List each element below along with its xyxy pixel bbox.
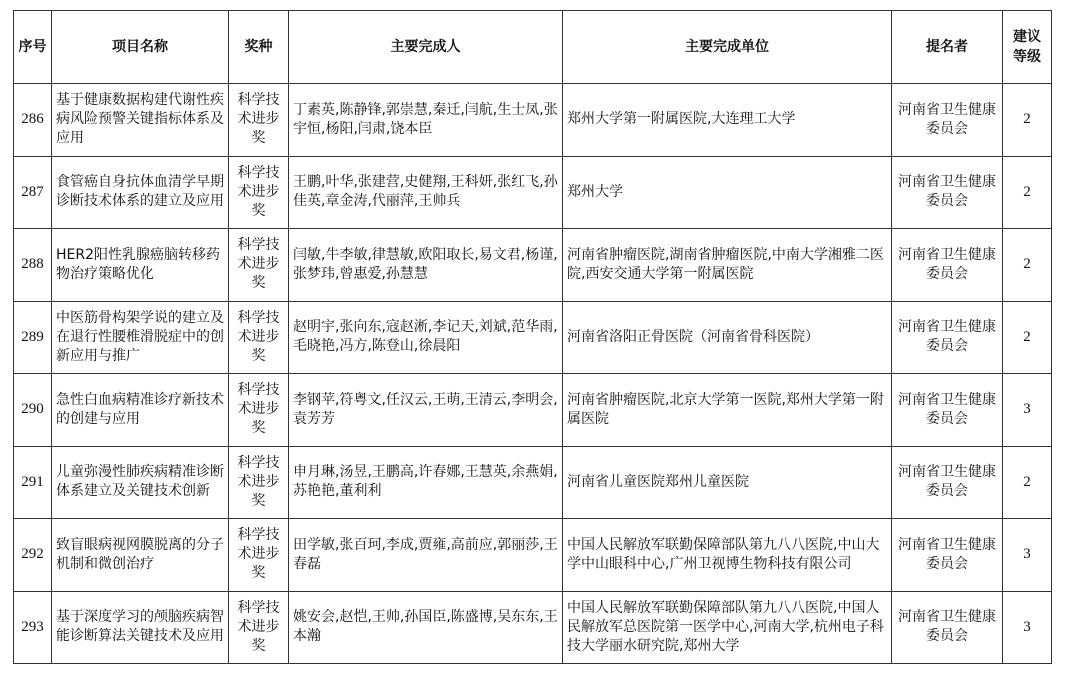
nominator: 河南省卫生健康委员会 [892,301,1003,374]
suggested-grade: 2 [1003,301,1052,374]
table-row [14,84,1052,157]
nominator: 河南省卫生健康委员会 [892,229,1003,302]
main-contributors: 王鹏,叶华,张建营,史健翔,王科妍,张红飞,孙佳英,章金涛,代丽萍,王帅兵 [289,156,563,229]
header-name: 项目名称 [52,11,229,84]
nominator: 河南省卫生健康委员会 [892,84,1003,157]
suggested-grade: 3 [1003,519,1052,592]
main-units: 河南省肿瘤医院,湖南省肿瘤医院,中南大学湘雅二医院,西安交通大学第一附属医院 [563,229,892,302]
row-number: 292 [14,519,52,592]
main-units: 河南省肿瘤医院,北京大学第一医院,郑州大学第一附属医院 [563,374,892,447]
table-row [14,156,1052,229]
row-number: 289 [14,301,52,374]
suggested-grade: 3 [1003,591,1052,664]
row-number: 286 [14,84,52,157]
main-units: 河南省儿童医院郑州儿童医院 [563,446,892,519]
project-name: 食管癌自身抗体血清学早期诊断技术体系的建立及应用 [52,156,229,229]
header-grade: 建议 等级 [1003,11,1052,84]
project-name: 儿童弥漫性肺疾病精准诊断体系建立及关键技术创新 [52,446,229,519]
header-people: 主要完成人 [289,11,563,84]
award-type: 科学技术进步奖 [229,446,289,519]
project-name: 致盲眼病视网膜脱离的分子机制和微创治疗 [52,519,229,592]
header-no: 序号 [14,11,52,84]
nominator: 河南省卫生健康委员会 [892,591,1003,664]
header-nominator: 提名者 [892,11,1003,84]
award-type: 科学技术进步奖 [229,229,289,302]
main-contributors: 李钢苹,符粤文,任汉云,王萌,王清云,李明会,袁芳芳 [289,374,563,447]
main-contributors: 姚安会,赵恺,王帅,孙国臣,陈盛博,吴东东,王本瀚 [289,591,563,664]
table-body [14,84,1052,664]
header-type: 奖种 [229,11,289,84]
award-type: 科学技术进步奖 [229,591,289,664]
award-type: 科学技术进步奖 [229,519,289,592]
nominator: 河南省卫生健康委员会 [892,446,1003,519]
project-name: 急性白血病精准诊疗新技术的创建与应用 [52,374,229,447]
main-contributors: 闫敏,牛李敏,律慧敏,欧阳取长,易文君,杨谨,张梦玮,曾惠爱,孙慧慧 [289,229,563,302]
table-row [14,591,1052,664]
main-contributors: 申月琳,汤昱,王鹏高,许春娜,王慧英,余燕娟,苏艳艳,董利利 [289,446,563,519]
award-type: 科学技术进步奖 [229,84,289,157]
table-row [14,519,1052,592]
table-row [14,301,1052,374]
nominator: 河南省卫生健康委员会 [892,156,1003,229]
row-number: 290 [14,374,52,447]
award-type: 科学技术进步奖 [229,301,289,374]
main-contributors: 田学敏,张百珂,李成,贾雍,高前应,郭丽莎,王春磊 [289,519,563,592]
table-row [14,446,1052,519]
main-units: 中国人民解放军联勤保障部队第九八八医院,中山大学中山眼科中心,广州卫视博生物科技有限公司 [563,519,892,592]
row-number: 288 [14,229,52,302]
project-name: 基于健康数据构建代谢性疾病风险预警关键指标体系及应用 [52,84,229,157]
award-type: 科学技术进步奖 [229,156,289,229]
main-units: 郑州大学 [563,156,892,229]
award-type: 科学技术进步奖 [229,374,289,447]
suggested-grade: 3 [1003,374,1052,447]
header-row [14,11,1052,84]
main-contributors: 丁素英,陈静锋,郭崇慧,秦迁,闫航,生士凤,张宇恒,杨阳,闫肃,饶本臣 [289,84,563,157]
nominator: 河南省卫生健康委员会 [892,519,1003,592]
header-units: 主要完成单位 [563,11,892,84]
row-number: 287 [14,156,52,229]
table-row [14,374,1052,447]
main-units: 中国人民解放军联勤保障部队第九八八医院,中国人民解放军总医院第一医学中心,河南大学,杭州电子科技大学丽水研究院,郑州大学 [563,591,892,664]
project-name: 基于深度学习的颅脑疾病智能诊断算法关键技术及应用 [52,591,229,664]
suggested-grade: 2 [1003,446,1052,519]
main-contributors: 赵明宇,张向东,寇赵淅,李记天,刘斌,范华雨,毛晓艳,冯方,陈登山,徐晨阳 [289,301,563,374]
project-name: 中医筋骨构架学说的建立及在退行性腰椎滑脱症中的创新应用与推广 [52,301,229,374]
row-number: 293 [14,591,52,664]
nominator: 河南省卫生健康委员会 [892,374,1003,447]
suggested-grade: 2 [1003,156,1052,229]
project-name: HER2阳性乳腺癌脑转移药物治疗策略优化 [52,229,229,302]
main-units: 河南省洛阳正骨医院（河南省骨科医院） [563,301,892,374]
main-units: 郑州大学第一附属医院,大连理工大学 [563,84,892,157]
award-table [13,10,1052,664]
suggested-grade: 2 [1003,229,1052,302]
suggested-grade: 2 [1003,84,1052,157]
table-row [14,229,1052,302]
row-number: 291 [14,446,52,519]
